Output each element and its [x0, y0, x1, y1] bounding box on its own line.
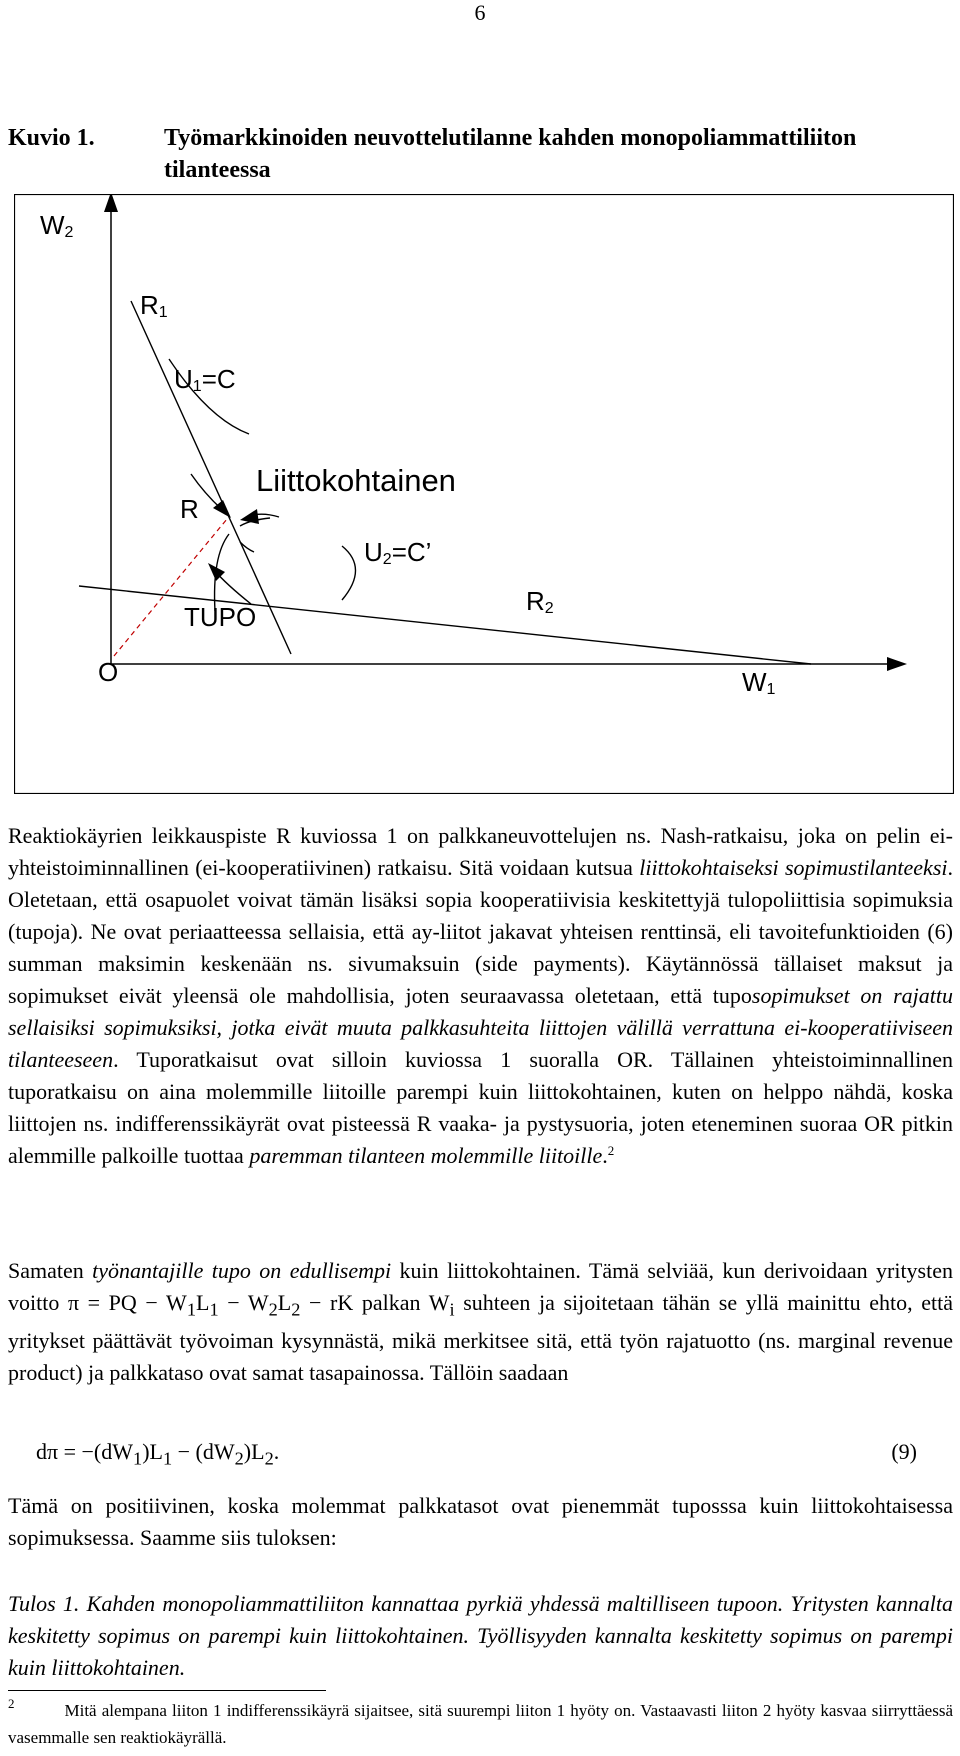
- equation-number: (9): [891, 1439, 917, 1464]
- caption-title-line1: Työmarkkinoiden neuvottelutilanne kahden monopoliammattiliiton: [164, 125, 857, 151]
- label-u2: $U_2=C$’: [364, 537, 432, 568]
- label-liittokohtainen: Liittokohtainen: [256, 463, 456, 498]
- arrow-liitto-head: [240, 509, 259, 524]
- label-w1: $W_1$: [742, 667, 776, 698]
- caption-title-line2: tilanteessa: [164, 157, 271, 183]
- label-tupo: TUPO: [184, 602, 257, 632]
- page-number: 6: [474, 0, 486, 25]
- equation-9: $d\pi = -(dW_1)L_1 - (dW_2)L_2$. (9): [8, 1436, 953, 1474]
- label-r1: $R_1$: [140, 290, 168, 321]
- label-o: O: [98, 657, 119, 687]
- footnote: $^2$ Mitä alempana liiton 1 indifferenssikäyrä sijaitsee, sitä suurempi liiton 1 hyöty on. Vastaavasti liiton 2 hyöty kasvaa siirryttäessä vasemmalle sen reaktiokäyrällä.: [8, 1696, 953, 1747]
- footnote-number: 2: [8, 1696, 15, 1711]
- line-or: [114, 519, 227, 656]
- paragraph-1: Reaktiokäyrien leikkauspiste R kuviossa 1 on palkkaneuvottelujen ns. Nash-ratkaisu, joka on pelin ei-yhteistoiminnallinen (ei-kooperatiivinen) ratkaisu. Sitä voidaan kutsua liittokohtaiseksi sopimustilanteeksi. Oletetaan, että osapuolet voivat tämän lisäksi sopia kooperatiivisia keskitettyjä tulopoliittisia sopimuksia (tupoja). Ne ovat periaatteessa sellaisia, että ay-liitot jakavat yhteisen renttinsä, eli tavoitefunktioiden (6) summan maksimin keskenään ns. sivumaksuin (side payments). Käytännössä tällaiset maksut ja sopimukset eivät yleensä ole mahdollisia, joten seuraavassa oletetaan, että tuposopimukset on rajattu sellaisiksi sopimuksiksi, jotka eivät muuta palkkasuhteita liittojen välillä verrattuna ei-kooperatiiviseen tilanteeseen. Tuporatkaisut ovat silloin kuviossa 1 suoralla OR. Tällainen yhteistoiminnallinen tuporatkaisu on aina molemmille liitoille parempi kuin liittokohtainen, kuten on helppo nähdä, koska liittojen ns. indifferenssikäyrät ovat pisteessä R vaaka- ja pystysuoria, joten eteneminen suoraa OR pitkin alemmille palkoille tuottaa paremman tilanteen molemmille liitoille.$^2$: [8, 823, 953, 1168]
- caption-label: Kuvio 1.: [8, 125, 95, 151]
- diagram-svg: [14, 194, 954, 794]
- label-w2: $W_2$: [40, 210, 74, 241]
- figure-frame: [15, 195, 954, 794]
- paragraph-3: Tämä on positiivinen, koska molemmat palkkatasot ovat pienemmät tuposssa kuin liittokohtaisessa sopimuksessa. Saamme siis tuloksen:: [8, 1493, 953, 1550]
- indifference-curve-u2: [342, 546, 356, 600]
- label-r: R: [180, 494, 199, 524]
- result-1: Tulos 1. Kahden monopoliammattiliiton kannattaa pyrkiä yhdessä maltilliseen tupoon. Yritysten kannalta keskitetty sopimus on parempi kuin liittokohtainen. Työllisyyden kannalta keskitetty sopimus on parempi kuin liittokohtainen.: [8, 1591, 953, 1680]
- w2-axis-arrow: [104, 194, 118, 212]
- paragraph-2: Samaten työnantajille tupo on edullisempi kuin liittokohtainen. Tämä selviää, kun derivoidaan yritysten voitto π = PQ − $W_1L_1 - W_2L_2$ − rK palkan $W_i$ suhteen ja sijoitetaan tähän se yllä mainittu ehto, että yritykset päättävät työvoiman kysynnästä, mikä merkitsee sitä, että työn rajatuotto (ns. marginal revenue product) ja palkkataso ovat samat tasapainossa. Tällöin saadaan: [8, 1258, 953, 1386]
- footnote-ref: 2: [607, 1143, 615, 1158]
- label-u1: $U_1=C$: [174, 364, 236, 395]
- figure-diagram: [14, 194, 954, 794]
- w1-axis-arrow: [887, 657, 907, 671]
- label-r2: $R_2$: [526, 586, 554, 617]
- footnote-divider: [8, 1690, 326, 1691]
